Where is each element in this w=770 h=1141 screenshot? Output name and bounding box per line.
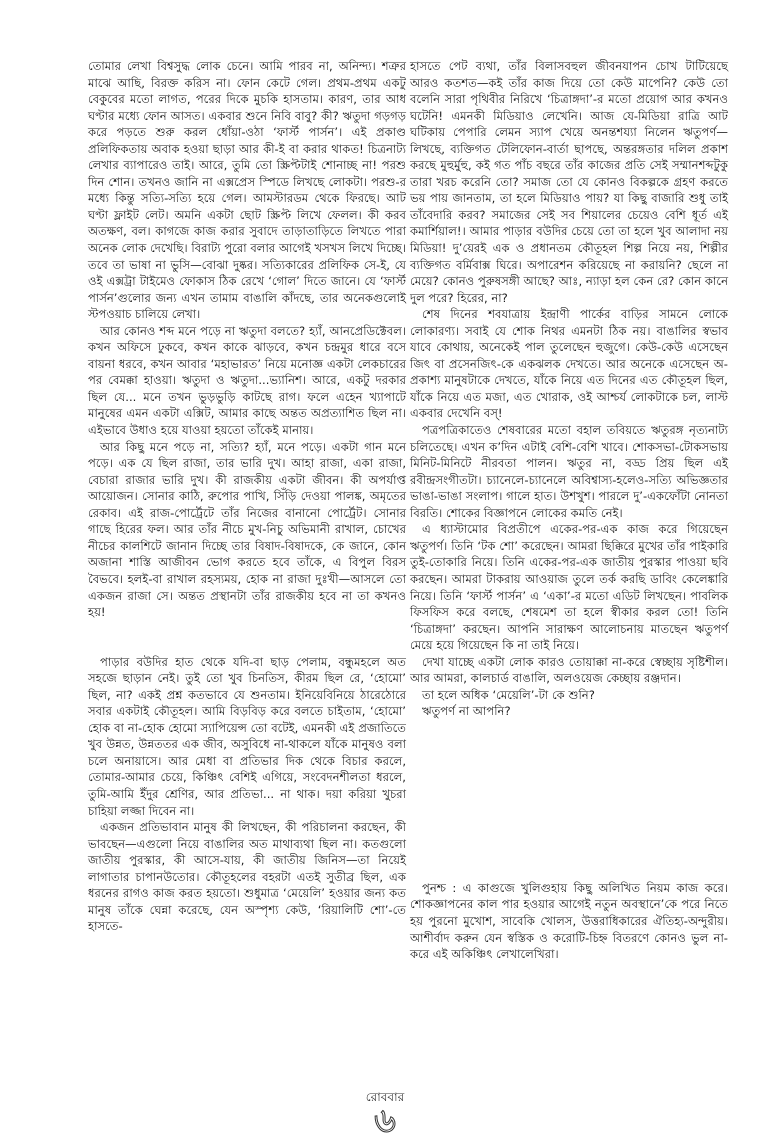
paragraph: পাড়ার বউদির হাত থেকে যদি-বা ছাড় পেলাম, বন্ধুমহলে অত সহজে ছাড়ান নেই। তুই তো খুব চিনতিস, কীরম ছিল রে, ‘হোমো’ ছিল, না? একই প্রশ্ন কতভাবে যে শুনতাম। ইনিয়েবিনিয়ে ঠারেঠোরে সবার একটাই কৌতূহল। আমি বিড়বিড় করে বলতে চাইতাম, ‘হোমো’ হোক বা না-হোক হোমো স্যাপিয়েন্স তো বটেই, এমনকী এই প্রজাতিতে খুব উন্নত, উন্নততর এক জীব, অসুবিধে না-থাকলে যাঁকে মানুষও বলা চলে অনায়াসে। আর মেধা বা প্রতিভার দিক থেকে বিচার করলে, তোমার-আমার চেয়ে, কিঞ্চিৎ বেশিই এগিয়ে, সংবেদনশীলতা ধরলে, তুমি-আমি ইঁদুর শ্রেণির, আর প্রতিভা... না থাক। দয়া করিয়া খুচরা চাহিয়া লজ্জা দিবেন না। xyxy=(88,654,406,818)
paragraph: এ ধ্যাস্টামোর বিপ্রতীপে একের-পর-এক কাজ করে গিয়েছেন ঋতুপর্ণ। তিনি ‘টক শো’ করেছেন। আমরা ছিক্কিরে মুখের তাঁর পাইকারি তুই-তোকারি নিয়ে। তিনি একের-পর-এক জাতীয় পুরস্কার পাওয়া ছবি করছেন। আমরা টাকরায় আওয়াজ তুলে তর্ক করছি ডাবিং কেলেঙ্কারি নিয়ে। তিনি ‘ফার্স্ট পার্সন’ এ ‘একা’-র মতো এডিট লিখছেন। পাবলিক ফিসফিস করে বলছে, শেষমেশ তা হলে স্বীকার করল তো! তিনি ‘চিত্রাঙ্গদা’ করছেন। আপনি সারাক্ষণ আলোচনায় মাতছেন ঋতুপর্ণ মেয়ে হয়ে গিয়েছেন কি না তাই নিয়ে। xyxy=(410,522,728,653)
right-column xyxy=(410,58,728,963)
page-footer xyxy=(0,1090,770,1141)
paragraph: আর কিছু মনে পড়ে না, সত্যি? হ্যাঁ, মনে পড়ে। একটা গান মনে পড়ে। এক যে ছিল রাজা, তার ভারি দুখ। আহা রাজা, একা রাজা, বেচারা রাজার ভারি দুখ। কী রাজকীয় একটা জীবন। কী অপর্যাপ্ত আয়োজন। সোনার কাঠি, রুপোর পাখি, সিঁড়ি দেওয়া পালঙ্ক, অমৃতের রেকাব। এই রাজ-পোর্ট্রেটে তাঁর নিজের বানানো পোর্ট্রেট। সোনার গাছে হিরের ফল। আর তাঁর নীচে মুখ-নিচু অভিমানী রাখাল, চোখের নীচের কালশিটে জানান দিচ্ছে তার বিষাদ-বিষাদকে, কে জানে, কোন অজানা শাস্তি আজীবন ভোগ করতে হবে তাঁকে, এ বিপুল বিরস বৈভবে। হলই-বা রাখাল রহস্যময়, হোক না রাজা দুঃখী—আসলে তো একজন রাজা সে। অন্তত প্রস্থানটা তাঁর রাজকীয় হবে না তা কখনও হয়! xyxy=(88,439,406,620)
question-line: তা হলে অধিক ‘মেয়েলি’-টা কে শুনি? xyxy=(422,687,595,702)
paragraph: হাসতে পেট ব্যথা, তাঁর বিলাসবহুল জীবনযাপন চোখ টাটিয়েছে আরও কতশত—কই তাঁর কাজ দিয়ে তো কেউ মাপেনি? কেউ তো বলেনি সারা পৃথিবীর নিরিখে ‘চিত্রাঙ্গদা’-র মতো প্রয়োগ আর কখনও ঘটেনি! এমনকী মিডিয়াও লেখেনি। আজ যে-মিডিয়া রাত্রি আট ঘটিকায় পেপারি লেমন স্যাপ খেয়ে অনন্তশয্যা নিলেন ঋতুপর্ণ—লিখছে, ব্যক্তিগত টেলিফোন-বার্তা ছাপছে, অন্তরঙ্গতার দলিল প্রকাশ করছে মুহুর্মুহু, কই গত পাঁচ বছরে তাঁর কাজের প্রতি সেই সম্মানশব্দটুকু তারা খরচ করেনি তো? সমাজ তো যে কোনও বিকল্পকে গ্রহণ করতে ভয় পায় জানতাম, তা হলে মিডিয়াও পায়? যা কিছু বাজারি শুধু তাই তাঁবেদারি করব? সমাজের সেই সব শিয়ালের চেয়েও বেশি ধূর্ত এই কমার্শিয়াল!। আমার পাড়ার বউদির চেয়ে তো তা হলে খুব আলাদা নয় মিডিয়া! দু’য়েরই এক ও প্রধানতম কৌতূহল শিল্প নিয়ে নয়, শিল্পীর ব্যক্তিগত বর্মিবাক্স ঘিরে। অপারেশন করিয়েছে না করায়নি? ছেলে না মেয়ে? কোনও পুরুষসঙ্গী আছে? আঃ, ন্যাড়া হল কেন রে? কোন কানে দুল পরে? হিরের, না? xyxy=(410,59,728,305)
paragraph: দেখা যাচ্ছে একটা লোক কারও তোয়াক্কা না-করে স্বেচ্ছায় সৃষ্টিশীল। আর আমরা, কালচার্ড বাঙালি, অলওয়েজ কেচ্ছায় রঞ্জদান। xyxy=(410,654,728,686)
paragraph: তোমার লেখা বিশ্বসুদ্ধ লোক চেনে। আমি পারব না, অনিন্দ্য। শত্রুর মাঝে আছি, বিরক্ত করিস না। ফোন কেটে গেল। প্রথম-প্রথম একটু বেকুবের মতো লাগত, পরের দিকে মুচকি হাসতাম। কারণ, তার আধ ঘণ্টার মধ্যে ফোন আসত। একবার শুনে নিবি বাবু? কী? ঋতুদা গড়গড় করে পড়তে শুরু করল ধোঁয়া-ওঠা ‘ফার্স্ট পার্সন’। এই প্রকাণ্ড প্রলিফিকতায় অবাক হওয়া ছাড়া আর কী-ই বা করার থাকত! চিত্রনাট্য লেখার ব্যাপারেও তাই। আরে, তুমি তো স্ক্রিপ্টটাই শোনাচ্ছ না! পরশু দিন শোন। তখনও জানি না এক্সপ্রেস স্পিডে লিখছে লোকটা। পরশু-র মধ্যে কিন্তু সত্যি-সত্যি হয়ে গেল। আমস্টারডম থেকে ফিরছে। আট ঘণ্টা ফ্লাইট লেট। অমনি একটা ছোট স্ক্রিপ্ট লিখে ফেলল। কী করব অতক্ষণ, বল। কাগজে কাজ করার সুবাদে তাড়াতাড়িতে লিখতে পারা অনেক লোক দেখেছি। বিরাট্য পুরো বলার আগেই খসখস লিখে দিচ্ছে। তবে তা ভাষা না ভুসি—বোঝা দুষ্কর। সত্যিকারের প্রলিফিক সে-ই, যে ওই এক্সট্রা টাইমেও ফোকাস ঠিক রেখে ‘গোল’ দিতে জানে। যে ‘ফার্স্ট পার্সন’গুলোর জন্য এখন তামাম বাঙালি কাঁদছে, তার অনেকগুলোই স্টপওয়াচ চালিয়ে লেখা। xyxy=(88,59,406,322)
question-line: ঋতুপর্ণ না আপনি? xyxy=(422,704,511,719)
section-gap xyxy=(88,621,406,654)
postscript: পুনশ্চ : এ কাগুজে খুলিগুহায় কিছু অলিখিত নিয়ম কাজ করে। শোকজ্ঞাপনের কাল পার হওয়ার আগেই নতুন অবস্থানে’কে পরে নিতে হয় পুরনো মুখোশ, সাবেকি খোলস, উত্তরাধিকারের ঐতিহ্য-অন্দুরীয়। আশীর্বাদ করুন যেন স্বস্তিক ও করোটি-চিহ্ন বিতরণে কোনও ভুল না-করে এই অকিঞ্চিৎ লেখালেখিরা। xyxy=(410,880,728,962)
paragraph: পত্রপত্রিকাতেও শেষবারের মতো বহাল তবিয়তে ঋতুরঙ্গ নৃত্যনাট্য চলিতেছে। এখন ক’দিন এটাই বেশি-বেশি খাবে। শোকসভা-টোকসভায় মিনিট-মিনিটে নীরবতা পালন। ঋতুর না, বড্ড প্রিয় ছিল এই রবীন্দ্রসংগীতটা। চ্যানেলে-চ্যানেলে অবিশ্বাস্য-হলেও-সত্যি অভিজ্ঞতার ভাঙা-ভাঙা সংলাপ। গালে হাত। উশখুশ। পারলে দু’-একফোঁটা নোনতা বিরতি। শোকের বিজ্ঞাপনে লোকের কমতি নেই। xyxy=(410,423,728,520)
left-column xyxy=(88,58,406,935)
page-number: ৬ xyxy=(373,1101,397,1141)
paragraph: একজন প্রতিভাবান মানুষ কী লিখছেন, কী পরিচালনা করছেন, কী ভাবছেন—এগুলো নিয়ে বাঙালির অত মাথাব্যথা ছিল না। কতগুলো জাতীয় পুরস্কার, কী আসে-যায়, কী জাতীয় জিনিস—তা নিয়েই লাগাতার চাপানউতোর। কৌতূহলের বহরটা এতই সুতীব্র ছিল, এক ধরনের রাগও কাজ করত হয়তো। শুধুমাত্র ‘মেয়েলি’ হওয়ার জন্য কত মানুষ তাঁকে ঘেন্না করেছে, যেন অস্পৃশ্য কেউ, ‘রিয়ালিটি শো’-তে হাসতে- xyxy=(88,820,406,934)
section-gap xyxy=(410,720,728,880)
paragraph: শেষ দিনের শবযাত্রায় ইন্দ্রাণী পার্কের বাড়ির সামনে লোকে লোকারণ্য। সবাই যে শোক নিথর এমনটা ঠিক নয়। বাঙালির স্বভাব যাবে কোথায়, অনেকেই পাল তুলেছেন হুজুগে। কেউ-কেউ এসেছেন জিৎ বা প্রসেনজিৎ-কে একঝলক দেখতে। আর অনেকে এসেছেন অ-প্রকাশ্য মানুষটাকে দেখতে, যাঁকে নিয়ে এত দিনের এত কৌতূহল ছিল, যাঁকে নিয়ে এত মজা, এত খোরাক, ওই আশ্চর্য লোকটাকে চল, লাস্ট একবার দেখেনি বস্‌! xyxy=(410,307,728,421)
magazine-name: রোববার xyxy=(365,1090,405,1104)
paragraph: আর কোনও শব্দ মনে পড়ে না ঋতুদা বলতে? হ্যাঁ, আনপ্রেডিক্টেবল। কখন অফিসে ঢুকবে, কখন কাকে ঝাড়বে, কখন চন্দ্রমুর ধারে বসে বায়না ধরবে, কখন আবার ‘মহাভারত’ নিয়ে মনোজ্ঞ একটা লেকচারের পর বেমক্কা হাওয়া। ঋতুদা ও ঋতুদা...ভ্যানিশ। আরে, একটু দরকার ছিল যে... মনে তখন ভুড়ভুড়ি কাটছে রাগ। ফলে এহেন খ্যাপাটে মানুষের এমন একটা এক্সিট, আমার কাছে অন্তত অপ্রত্যাশিত ছিল না। এইভাবে উধাও হয়ে যাওয়া হয়তো তাঁকেই মানায়। xyxy=(88,323,406,438)
